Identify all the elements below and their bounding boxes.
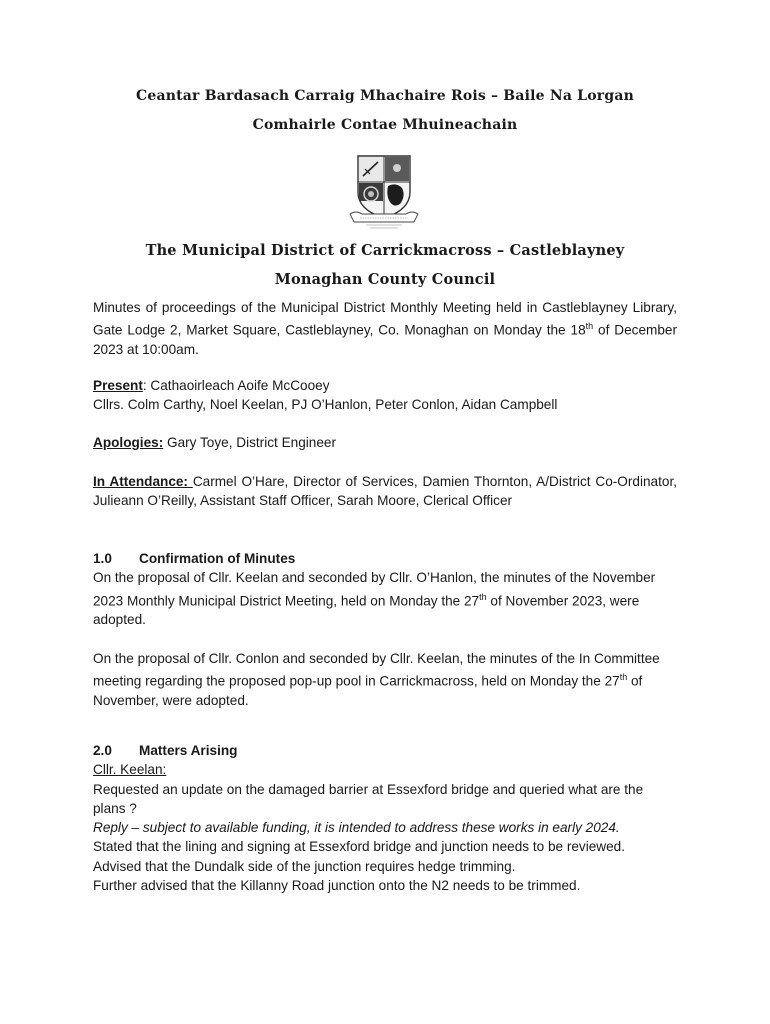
attendance-label: In Attendance: (93, 474, 193, 489)
request-text: Requested an update on the damaged barrier at Essexford bridge and queried what are the plans ? (93, 781, 644, 816)
monaghan-county-council-crest-icon (348, 152, 420, 230)
present-members: Cllrs. Colm Carthy, Noel Keelan, PJ O’Hanlon, Peter Conlon, Aidan Campbell (93, 397, 558, 413)
section-1-title: Confirmation of Minutes (139, 551, 296, 566)
section-1 (93, 549, 677, 710)
section-2-title: Matters Arising (139, 743, 238, 758)
intro-paragraph (93, 298, 677, 359)
present-chair: : Cathaoirleach Aoife McCooey (142, 378, 330, 393)
present-label: Present (93, 378, 143, 393)
section-1-paragraph-1 (93, 568, 677, 629)
speaker-label: Cllr. Keelan: (93, 762, 167, 778)
header-municipal-district: The Municipal District of Carrickmacross – Castleblayney (145, 242, 625, 259)
section-1-paragraph-1-end: of November 2023, were adopted. (93, 593, 640, 628)
apologies-block (93, 433, 677, 452)
intro-superscript: th (585, 321, 594, 332)
section-1-paragraph-1-text: On the proposal of Cllr. Keelan and seconded by Cllr. O’Hanlon, the minutes of the November 2023 Monthly Municipal District Meeting, held on Monday the 27 (93, 570, 656, 609)
section-1-paragraph-2-sup: th (619, 672, 628, 683)
present-block (93, 376, 677, 415)
statement-line-3: Further advised that the Killanny Road junction onto the N2 needs to be trimmed. (93, 878, 581, 894)
section-1-paragraph-2-text: On the proposal of Cllr. Conlon and seconded by Cllr. Keelan, the minutes of the In Committee meeting regarding the proposed pop-up pool in Carrickmacross, held on Monday the 27 (93, 651, 660, 689)
section-1-paragraph-2-end: of November, were adopted. (93, 673, 643, 709)
header-irish-district: Ceantar Bardasach Carraig Mhachaire Rois – Baile Na Lorgan (136, 88, 634, 104)
reply-text: Reply – subject to available funding, it is intended to address these works in early 2024. (93, 820, 620, 836)
section-2-number: 2.0 (93, 743, 112, 758)
statement-line-1: Stated that the lining and signing at Essexford bridge and junction needs to be reviewed. (93, 839, 626, 855)
section-1-paragraph-2 (93, 649, 677, 710)
section-1-paragraph-1-sup: th (479, 591, 487, 602)
header-council: Monaghan County Council (274, 271, 496, 288)
apologies-label: Apologies: (93, 435, 164, 450)
attendance-block (93, 472, 677, 511)
apologies-text: Gary Toye, District Engineer (163, 435, 336, 450)
attendance-text: Carmel O’Hare, Director of Services, Damien Thornton, A/District Co-Ordinator, Julieann O’Reilly, Assistant Staff Officer, Sarah Moore, Clerical Officer (93, 474, 677, 509)
intro-text-end: of December 2023 at 10:00am. (93, 322, 677, 358)
header-irish-council: Comhairle Contae Mhuineachain (252, 117, 518, 133)
intro-text: Minutes of proceedings of the Municipal District Monthly Meeting held in Castleblayney Library, Gate Lodge 2, Market Square, Castleblayney, Co. Monaghan on Monday the 18 (93, 300, 677, 338)
section-2 (93, 741, 677, 895)
statement-line-2: Advised that the Dundalk side of the junction requires hedge trimming. (93, 858, 516, 874)
section-1-number: 1.0 (93, 551, 112, 566)
